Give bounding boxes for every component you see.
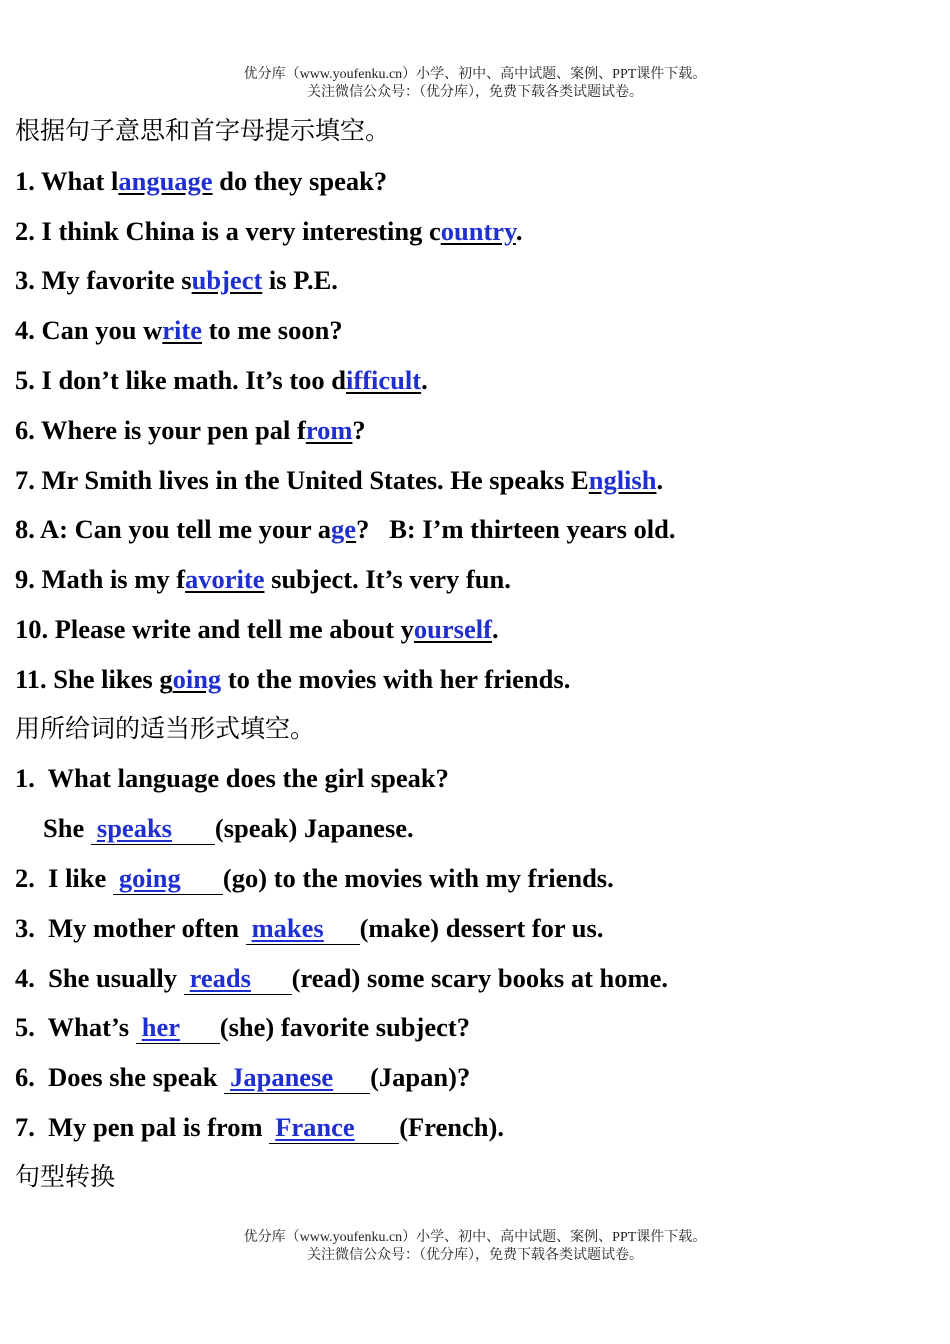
s2-item-2: [15, 855, 935, 905]
s2-item-text: 3. My mother often: [15, 912, 246, 943]
s2-item-text: (she) favorite subject?: [219, 1012, 470, 1043]
s2-item-text: (read) some scary books at home.: [291, 962, 668, 993]
answer-blank: Japanese: [224, 1061, 370, 1094]
s1-item-text: 7. Mr Smith lives in the United States. He speaks E: [15, 464, 589, 495]
s1-item-text: 8. A: Can you tell me your a: [15, 514, 332, 545]
answer: ubject: [191, 265, 263, 296]
answer-blank: speaks: [91, 812, 215, 845]
s1-item-text: .: [491, 613, 499, 644]
s2-item-5: [15, 1004, 935, 1054]
answer: ourself: [413, 613, 492, 644]
section-1-title: 根据句子意思和首字母提示填空。: [15, 116, 391, 145]
answer: oing: [172, 663, 222, 694]
s2-item-text: 7. My pen pal is from: [15, 1111, 270, 1142]
s1-item-4: [15, 307, 935, 357]
s2-item-text: 6. Does she speak: [15, 1062, 225, 1093]
s1-item-text: to the movies with her friends.: [221, 663, 571, 694]
s2-item-text: (Japan)?: [370, 1062, 471, 1093]
s2-item-text: She: [43, 813, 91, 844]
s1-item-text: 9. Math is my f: [15, 564, 186, 595]
s1-item-1: [15, 158, 935, 208]
s1-item-text: 10. Please write and tell me about y: [15, 613, 414, 644]
s1-item-text: .: [421, 364, 428, 395]
s1-item-9: [15, 556, 935, 606]
s1-item-11: [15, 656, 935, 706]
s1-item-text: .: [656, 464, 664, 495]
answer: ountry: [440, 215, 516, 246]
s1-item-text: 2. I think China is a very interesting c: [15, 215, 441, 246]
s2-item-6: [15, 1054, 935, 1104]
s1-item-text: .: [515, 215, 523, 246]
footer-line-1: 优分库（www.youfenku.cn）小学、初中、高中试题、案例、PPT课件下载。: [243, 1230, 707, 1245]
answer: nglish: [588, 464, 657, 495]
answer: rom: [305, 414, 353, 445]
s2-item-1: [15, 805, 935, 855]
answer-blank: makes: [246, 912, 360, 945]
page-header: [0, 66, 950, 102]
s2-question-1: 1. What language does the girl speak?: [15, 763, 449, 794]
s1-item-text: do they speak?: [212, 165, 388, 196]
answer: anguage: [118, 165, 213, 196]
header-line-1: 优分库（www.youfenku.cn）小学、初中、高中试题、案例、PPT课件下载。: [243, 67, 707, 82]
answer: ge: [331, 514, 357, 545]
s1-item-text: 5. I don’t like math. It’s too d: [15, 364, 347, 395]
footer-line-2: 关注微信公众号：（优分库），免费下载各类试题试卷。: [307, 1248, 643, 1263]
s2-item-3: [15, 905, 935, 955]
s1-item-2: [15, 208, 935, 258]
s1-item-text: 11. She likes g: [15, 663, 173, 694]
s2-item-7: [15, 1104, 935, 1154]
s2-item-text: 5. What’s: [15, 1012, 136, 1043]
answer: ifficult: [346, 364, 422, 395]
s1-item-7: [15, 457, 935, 507]
s2-item-text: (make) dessert for us.: [359, 912, 604, 943]
answer-blank: reads: [184, 962, 292, 995]
s1-item-text: ? B: I’m thirteen years old.: [356, 514, 676, 545]
s2-item-text: (speak) Japanese.: [214, 813, 414, 844]
s1-item-text: is P.E.: [262, 265, 338, 296]
s2-item-text: 2. I like: [15, 862, 113, 893]
answer: rite: [162, 315, 202, 346]
s1-item-8: [15, 506, 935, 556]
s1-item-6: [15, 407, 935, 457]
s1-item-text: 4. Can you w: [15, 315, 163, 346]
section-3-title: 句型转换: [15, 1161, 116, 1191]
answer-blank: France: [269, 1111, 399, 1144]
s1-item-text: to me soon?: [201, 315, 343, 346]
answer-blank: going: [113, 862, 223, 895]
s2-item-text: 4. She usually: [15, 962, 184, 993]
s1-item-text: 6. Where is your pen pal f: [15, 414, 306, 445]
answer: avorite: [185, 564, 265, 595]
s1-item-5: [15, 357, 935, 407]
s1-item-10: [15, 606, 935, 656]
answer-blank: her: [136, 1011, 220, 1044]
worksheet-content: [15, 108, 935, 1204]
s1-item-text: ?: [352, 414, 366, 445]
section-2-title: 用所给词的适当形式填空。: [15, 713, 316, 743]
s1-item-text: 1. What l: [15, 165, 119, 196]
header-line-2: 关注微信公众号：（优分库），免费下载各类试题试卷。: [307, 85, 643, 100]
s1-item-text: subject. It’s very fun.: [264, 564, 511, 595]
s2-item-text: (go) to the movies with my friends.: [222, 862, 614, 893]
page-footer: [0, 1229, 950, 1265]
s2-item-text: (French).: [399, 1111, 504, 1142]
s1-item-3: [15, 257, 935, 307]
s2-item-4: [15, 955, 935, 1005]
s1-item-text: 3. My favorite s: [15, 265, 192, 296]
